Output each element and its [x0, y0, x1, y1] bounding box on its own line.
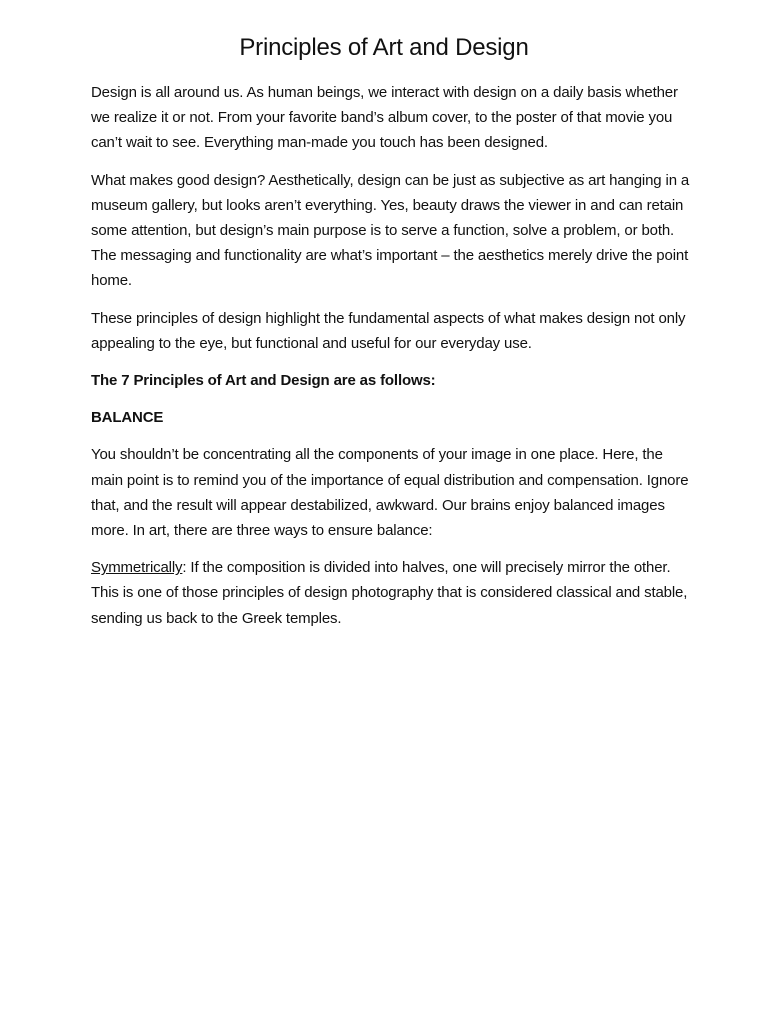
paragraph-symmetrically	[91, 555, 691, 631]
document-body	[91, 80, 691, 643]
paragraph-good-design: What makes good design? Aesthetically, design can be just as subjective as art hanging in a museum gallery, but looks aren’t everything. Yes, beauty draws the viewer in and can retain some attention, but design’s main purpose is to serve a function, solve a problem, or both. The messaging and functionality are what’s important – the aesthetics merely drive the point home.	[91, 171, 690, 290]
paragraph-intro: Design is all around us. As human beings, we interact with design on a daily basis whether we realize it or not. From your favorite band’s album cover, to the poster of that movie you can’t wait to see. Everything man-made you touch has been designed.	[91, 84, 678, 152]
page-title: Principles of Art and Design	[239, 34, 529, 61]
section-heading-balance: BALANCE	[91, 409, 164, 427]
paragraph-principles: These principles of design highlight the fundamental aspects of what makes design not only appealing to the eye, but functional and useful for our everyday use.	[91, 309, 686, 352]
symmetrically-text: : If the composition is divided into halves, one will precisely mirror the other. This is one of those principles of design photography that is considered classical and stable, sending us back to the Greek temples.	[91, 559, 688, 627]
list-intro: The 7 Principles of Art and Design are as follows:	[91, 372, 436, 390]
term-symmetrically: Symmetrically	[91, 559, 183, 577]
paragraph-balance: You shouldn’t be concentrating all the components of your image in one place. Here, the main point is to remind you of the importance of equal distribution and compensation. Ignore that, and the result will appear destabilized, awkward. Our brains enjoy balanced images more. In art, there are three ways to ensure balance:	[91, 446, 689, 540]
